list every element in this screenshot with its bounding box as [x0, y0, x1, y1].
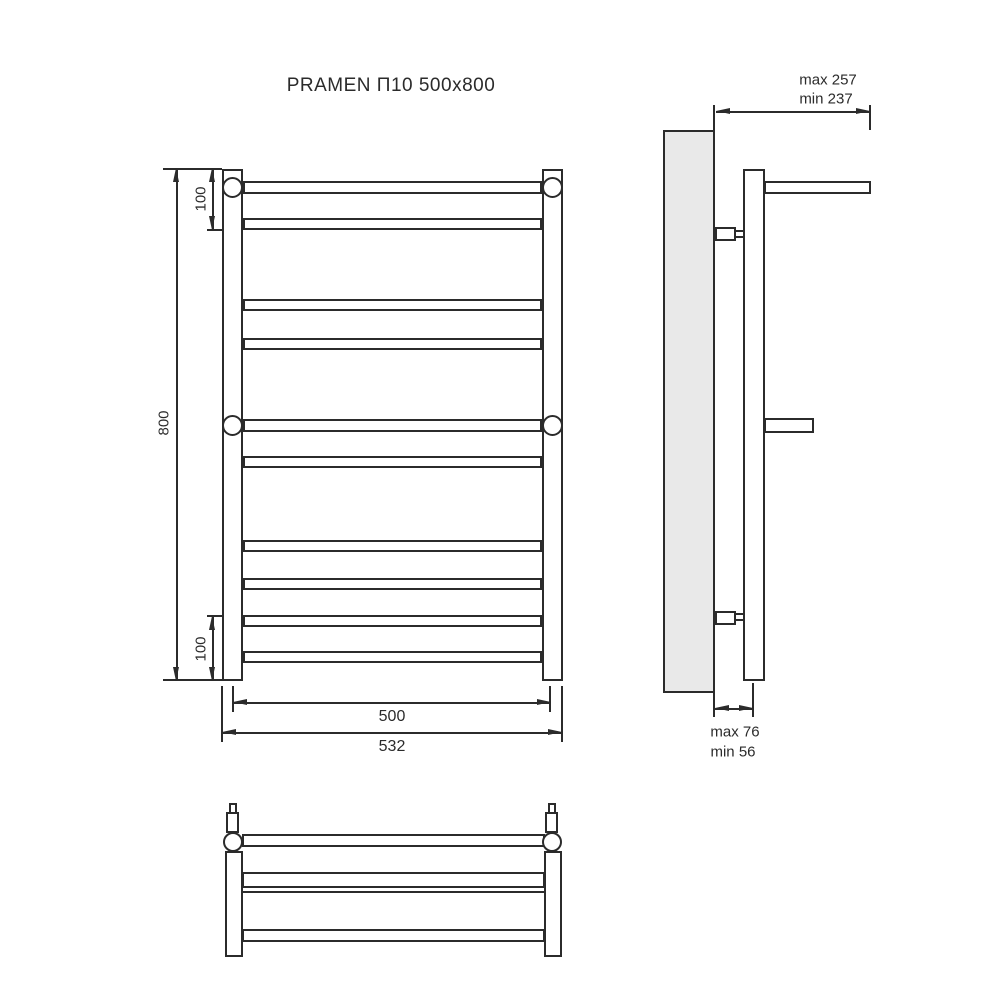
dim-label-bottom-depth-min: min 56 — [710, 743, 756, 761]
dim-label-bottom-depth-max: max 76 — [710, 723, 760, 741]
front-rung-10 — [243, 651, 542, 663]
plan-rear-bar — [242, 929, 545, 942]
arrow-right-bottom-depth — [739, 705, 753, 711]
front-rung-6 — [243, 456, 542, 468]
arrow-left-500 — [233, 699, 247, 705]
side-top-bracket-stub — [734, 230, 745, 238]
arrow-right-500 — [537, 699, 551, 705]
plan-left-bracket-wide — [226, 812, 239, 833]
side-post — [743, 169, 765, 681]
front-rung-8 — [243, 578, 542, 590]
arrow-down-100-top — [209, 216, 215, 230]
front-top-right-collar-circle — [542, 177, 563, 198]
front-rung-7 — [243, 540, 542, 552]
side-top-rung — [764, 181, 871, 194]
drawing-title: PRAMEN П10 500x800 — [286, 75, 496, 96]
front-rung-2 — [243, 218, 542, 230]
side-bottom-bracket-stub — [734, 613, 745, 621]
front-mid-left-collar-circle — [222, 415, 243, 436]
plan-right-post — [544, 851, 562, 957]
plan-left-collar-circle — [223, 832, 243, 852]
arrow-down-100-bottom — [209, 667, 215, 681]
side-bottom-bracket — [715, 611, 736, 625]
front-rung-4 — [243, 338, 542, 350]
plan-right-collar-circle — [542, 832, 562, 852]
front-mid-right-collar-circle — [542, 415, 563, 436]
front-rung-3 — [243, 299, 542, 311]
dim-line-800 — [176, 169, 178, 680]
arrow-up-800 — [173, 168, 179, 182]
dim-label-100-bottom: 100 — [192, 636, 210, 662]
ext-line-wall-face-top — [713, 105, 715, 130]
dim-label-500: 500 — [378, 708, 406, 725]
side-top-bracket — [715, 227, 736, 241]
dim-line-500 — [233, 702, 551, 704]
front-rung-5-middle-collared — [243, 419, 542, 432]
ext-line-post-bottom — [752, 683, 754, 717]
arrow-left-532 — [222, 729, 236, 735]
plan-middle-bar-edge-line — [242, 891, 545, 893]
wall-section — [663, 130, 715, 693]
arrow-up-100-top — [209, 168, 215, 182]
arrow-left-bottom-depth — [715, 705, 729, 711]
arrow-right-532 — [548, 729, 562, 735]
side-middle-rung — [764, 418, 814, 433]
dim-label-top-depth-min: min 237 — [799, 90, 853, 108]
front-rung-1-top-collared — [243, 181, 542, 194]
front-top-left-collar-circle — [222, 177, 243, 198]
arrow-down-800 — [173, 667, 179, 681]
plan-front-bar — [242, 834, 545, 847]
dim-label-532: 532 — [378, 738, 406, 755]
arrow-up-100-bottom — [209, 616, 215, 630]
arrow-left-top-depth — [716, 108, 730, 114]
front-rung-9 — [243, 615, 542, 627]
dim-label-100-top: 100 — [192, 186, 210, 212]
arrow-right-top-depth — [856, 108, 870, 114]
dim-line-top-depth — [716, 111, 870, 113]
plan-left-post — [225, 851, 243, 957]
dim-label-top-depth-max: max 257 — [799, 71, 857, 89]
dim-line-532 — [222, 732, 562, 734]
plan-right-bracket-wide — [545, 812, 558, 833]
dim-label-800: 800 — [155, 410, 173, 436]
plan-middle-bar — [242, 872, 545, 888]
